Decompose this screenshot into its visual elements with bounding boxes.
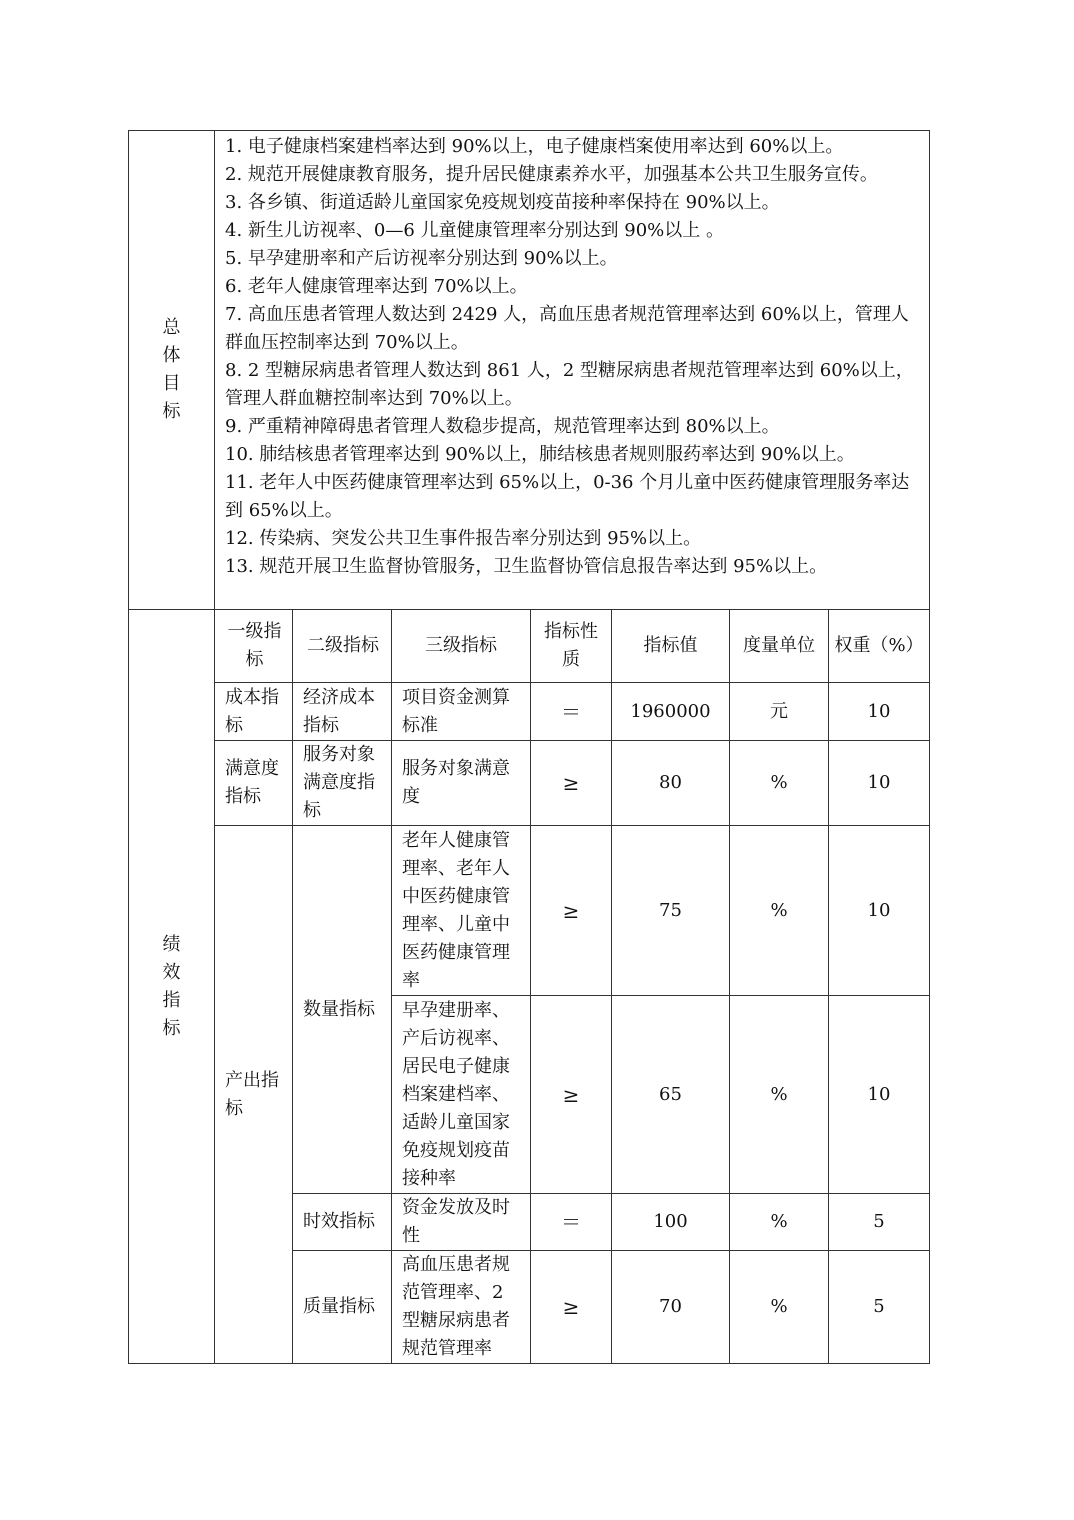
cell-level3: 资金发放及时性 xyxy=(392,1194,531,1251)
goal-item: 12. 传染病、突发公共卫生事件报告率分别达到 95%以上。 xyxy=(225,528,702,549)
goal-item: 1. 电子健康档案建档率达到 90%以上，电子健康档案使用率达到 60%以上。 xyxy=(225,136,844,157)
cell-weight: 10 xyxy=(829,741,930,826)
goal-item: 2. 规范开展健康教育服务，提升居民健康素养水平，加强基本公共卫生服务宣传。 xyxy=(225,164,878,185)
overall-goals-label: 总 体 目 标 xyxy=(129,131,215,610)
cell-nature: ＝ xyxy=(531,683,612,741)
cell-level2: 服务对象满意度指标 xyxy=(293,741,392,826)
cell-unit: % xyxy=(730,1251,829,1364)
table-row xyxy=(129,741,930,826)
goal-item: 6. 老年人健康管理率达到 70%以上。 xyxy=(225,276,528,297)
cell-weight: 10 xyxy=(829,826,930,996)
cell-level1: 满意度指标 xyxy=(215,741,293,826)
header-weight: 权重（%） xyxy=(829,610,930,683)
cell-level3: 老年人健康管理率、老年人中医药健康管理率、儿童中医药健康管理率 xyxy=(392,826,531,996)
cell-level3: 早孕建册率、产后访视率、居民电子健康档案建档率、适龄儿童国家免疫规划疫苗接种率 xyxy=(392,996,531,1194)
cell-level3: 项目资金测算标准 xyxy=(392,683,531,741)
cell-unit: % xyxy=(730,1194,829,1251)
header-level3: 三级指标 xyxy=(392,610,531,683)
cell-level3: 高血压患者规范管理率、2 型糖尿病患者规范管理率 xyxy=(392,1251,531,1364)
goal-item: 5. 早孕建册率和产后访视率分别达到 90%以上。 xyxy=(225,248,618,269)
cell-value: 1960000 xyxy=(612,683,730,741)
cell-value: 80 xyxy=(612,741,730,826)
cell-level2: 质量指标 xyxy=(293,1251,392,1364)
cell-unit: % xyxy=(730,996,829,1194)
header-nature: 指标性质 xyxy=(531,610,612,683)
goal-item: 13. 规范开展卫生监督协管服务，卫生监督协管信息报告率达到 95%以上。 xyxy=(225,556,828,577)
cell-nature: ≥ xyxy=(531,996,612,1194)
cell-unit: 元 xyxy=(730,683,829,741)
indicator-header-row xyxy=(129,610,930,683)
goal-item: 7. 高血压患者管理人数达到 2429 人，高血压患者规范管理率达到 60%以上，管理人群血压控制率达到 70%以上。 xyxy=(225,304,909,353)
performance-indicators-label: 绩 效 指 标 xyxy=(129,610,215,1364)
table-row xyxy=(129,683,930,741)
cell-weight: 10 xyxy=(829,683,930,741)
cell-level1: 成本指标 xyxy=(215,683,293,741)
goal-item: 3. 各乡镇、街道适龄儿童国家免疫规划疫苗接种率保持在 90%以上。 xyxy=(225,192,780,213)
header-level1: 一级指标 xyxy=(215,610,293,683)
cell-level3: 服务对象满意度 xyxy=(392,741,531,826)
cell-level1-output: 产出指标 xyxy=(215,826,293,1364)
header-unit: 度量单位 xyxy=(730,610,829,683)
goal-item: 10. 肺结核患者管理率达到 90%以上，肺结核患者规则服药率达到 90%以上。 xyxy=(225,444,855,465)
cell-weight: 5 xyxy=(829,1194,930,1251)
cell-nature: ≥ xyxy=(531,741,612,826)
header-level2: 二级指标 xyxy=(293,610,392,683)
cell-level2: 时效指标 xyxy=(293,1194,392,1251)
cell-weight: 5 xyxy=(829,1251,930,1364)
cell-unit: % xyxy=(730,741,829,826)
cell-value: 70 xyxy=(612,1251,730,1364)
cell-value: 100 xyxy=(612,1194,730,1251)
cell-level2-quantity: 数量指标 xyxy=(293,826,392,1194)
cell-level2: 经济成本指标 xyxy=(293,683,392,741)
overall-goals-row xyxy=(129,131,930,610)
cell-nature: ＝ xyxy=(531,1194,612,1251)
performance-goal-table xyxy=(128,130,930,1364)
cell-nature: ≥ xyxy=(531,826,612,996)
goal-item: 8. 2 型糖尿病患者管理人数达到 861 人，2 型糖尿病患者规范管理率达到 60%以上，管理人群血糖控制率达到 70%以上。 xyxy=(225,360,914,409)
cell-value: 65 xyxy=(612,996,730,1194)
overall-goals-list xyxy=(215,131,930,610)
goal-item: 9. 严重精神障碍患者管理人数稳步提高，规范管理率达到 80%以上。 xyxy=(225,416,780,437)
goal-item: 4. 新生儿访视率、0—6 儿童健康管理率分别达到 90%以上 。 xyxy=(225,220,724,241)
goal-item: 11. 老年人中医药健康管理率达到 65%以上，0-36 个月儿童中医药健康管理服务率达到 65%以上。 xyxy=(225,472,910,521)
header-value: 指标值 xyxy=(612,610,730,683)
cell-weight: 10 xyxy=(829,996,930,1194)
cell-unit: % xyxy=(730,826,829,996)
cell-nature: ≥ xyxy=(531,1251,612,1364)
table-row xyxy=(129,826,930,996)
cell-value: 75 xyxy=(612,826,730,996)
